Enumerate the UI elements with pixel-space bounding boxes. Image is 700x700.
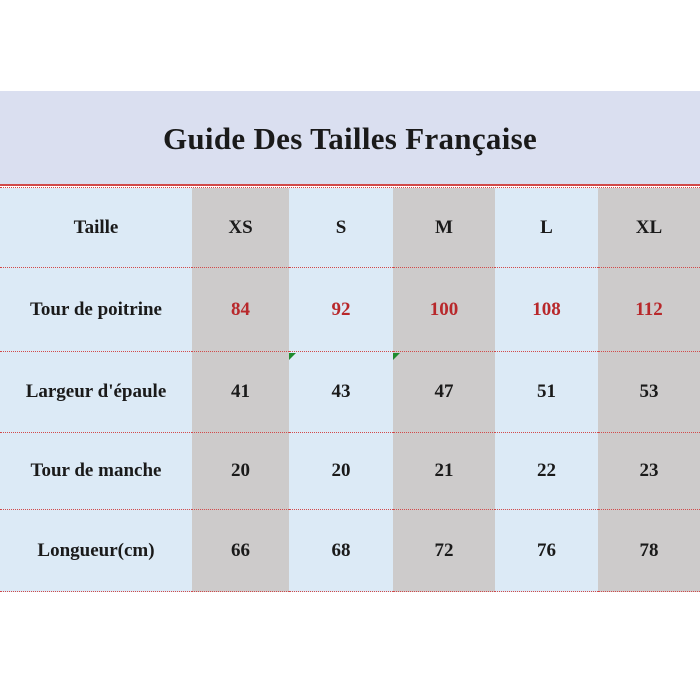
value-cell: 51 (495, 352, 598, 433)
title-divider (0, 184, 700, 186)
row-label-longueur: Longueur(cm) (0, 510, 192, 592)
size-guide-title: Guide Des Tailles Française (162, 120, 538, 156)
value-cell: 78 (598, 510, 700, 592)
value-cell: 20 (192, 433, 289, 510)
value-cell: 20 (289, 433, 393, 510)
value-cell: 100 (393, 268, 495, 352)
value-cell: 22 (495, 433, 598, 510)
cell-comment-marker (289, 353, 296, 360)
header-cell-xs: XS (192, 188, 289, 268)
value-cell: 76 (495, 510, 598, 592)
value-cell: 43 (289, 352, 393, 433)
value-cell: 47 (393, 352, 495, 433)
row-label-tour-de-poitrine: Tour de poitrine (0, 268, 192, 352)
size-table (0, 188, 700, 592)
row-label-largeur-epaule: Largeur d'épaule (0, 352, 192, 433)
cell-comment-marker (393, 353, 400, 360)
value-cell: 72 (393, 510, 495, 592)
value-cell: 112 (598, 268, 700, 352)
header-cell-l: L (495, 188, 598, 268)
size-guide-sheet (0, 91, 700, 592)
title-bar (0, 91, 700, 184)
value-cell: 84 (192, 268, 289, 352)
value-cell: 21 (393, 433, 495, 510)
value-cell: 66 (192, 510, 289, 592)
value-cell: 68 (289, 510, 393, 592)
header-cell-xl: XL (598, 188, 700, 268)
header-cell-s: S (289, 188, 393, 268)
value-cell: 108 (495, 268, 598, 352)
row-label-tour-de-manche: Tour de manche (0, 433, 192, 510)
header-cell-m: M (393, 188, 495, 268)
header-cell-taille: Taille (0, 188, 192, 268)
value-cell: 41 (192, 352, 289, 433)
value-cell: 53 (598, 352, 700, 433)
value-cell: 92 (289, 268, 393, 352)
value-cell: 23 (598, 433, 700, 510)
